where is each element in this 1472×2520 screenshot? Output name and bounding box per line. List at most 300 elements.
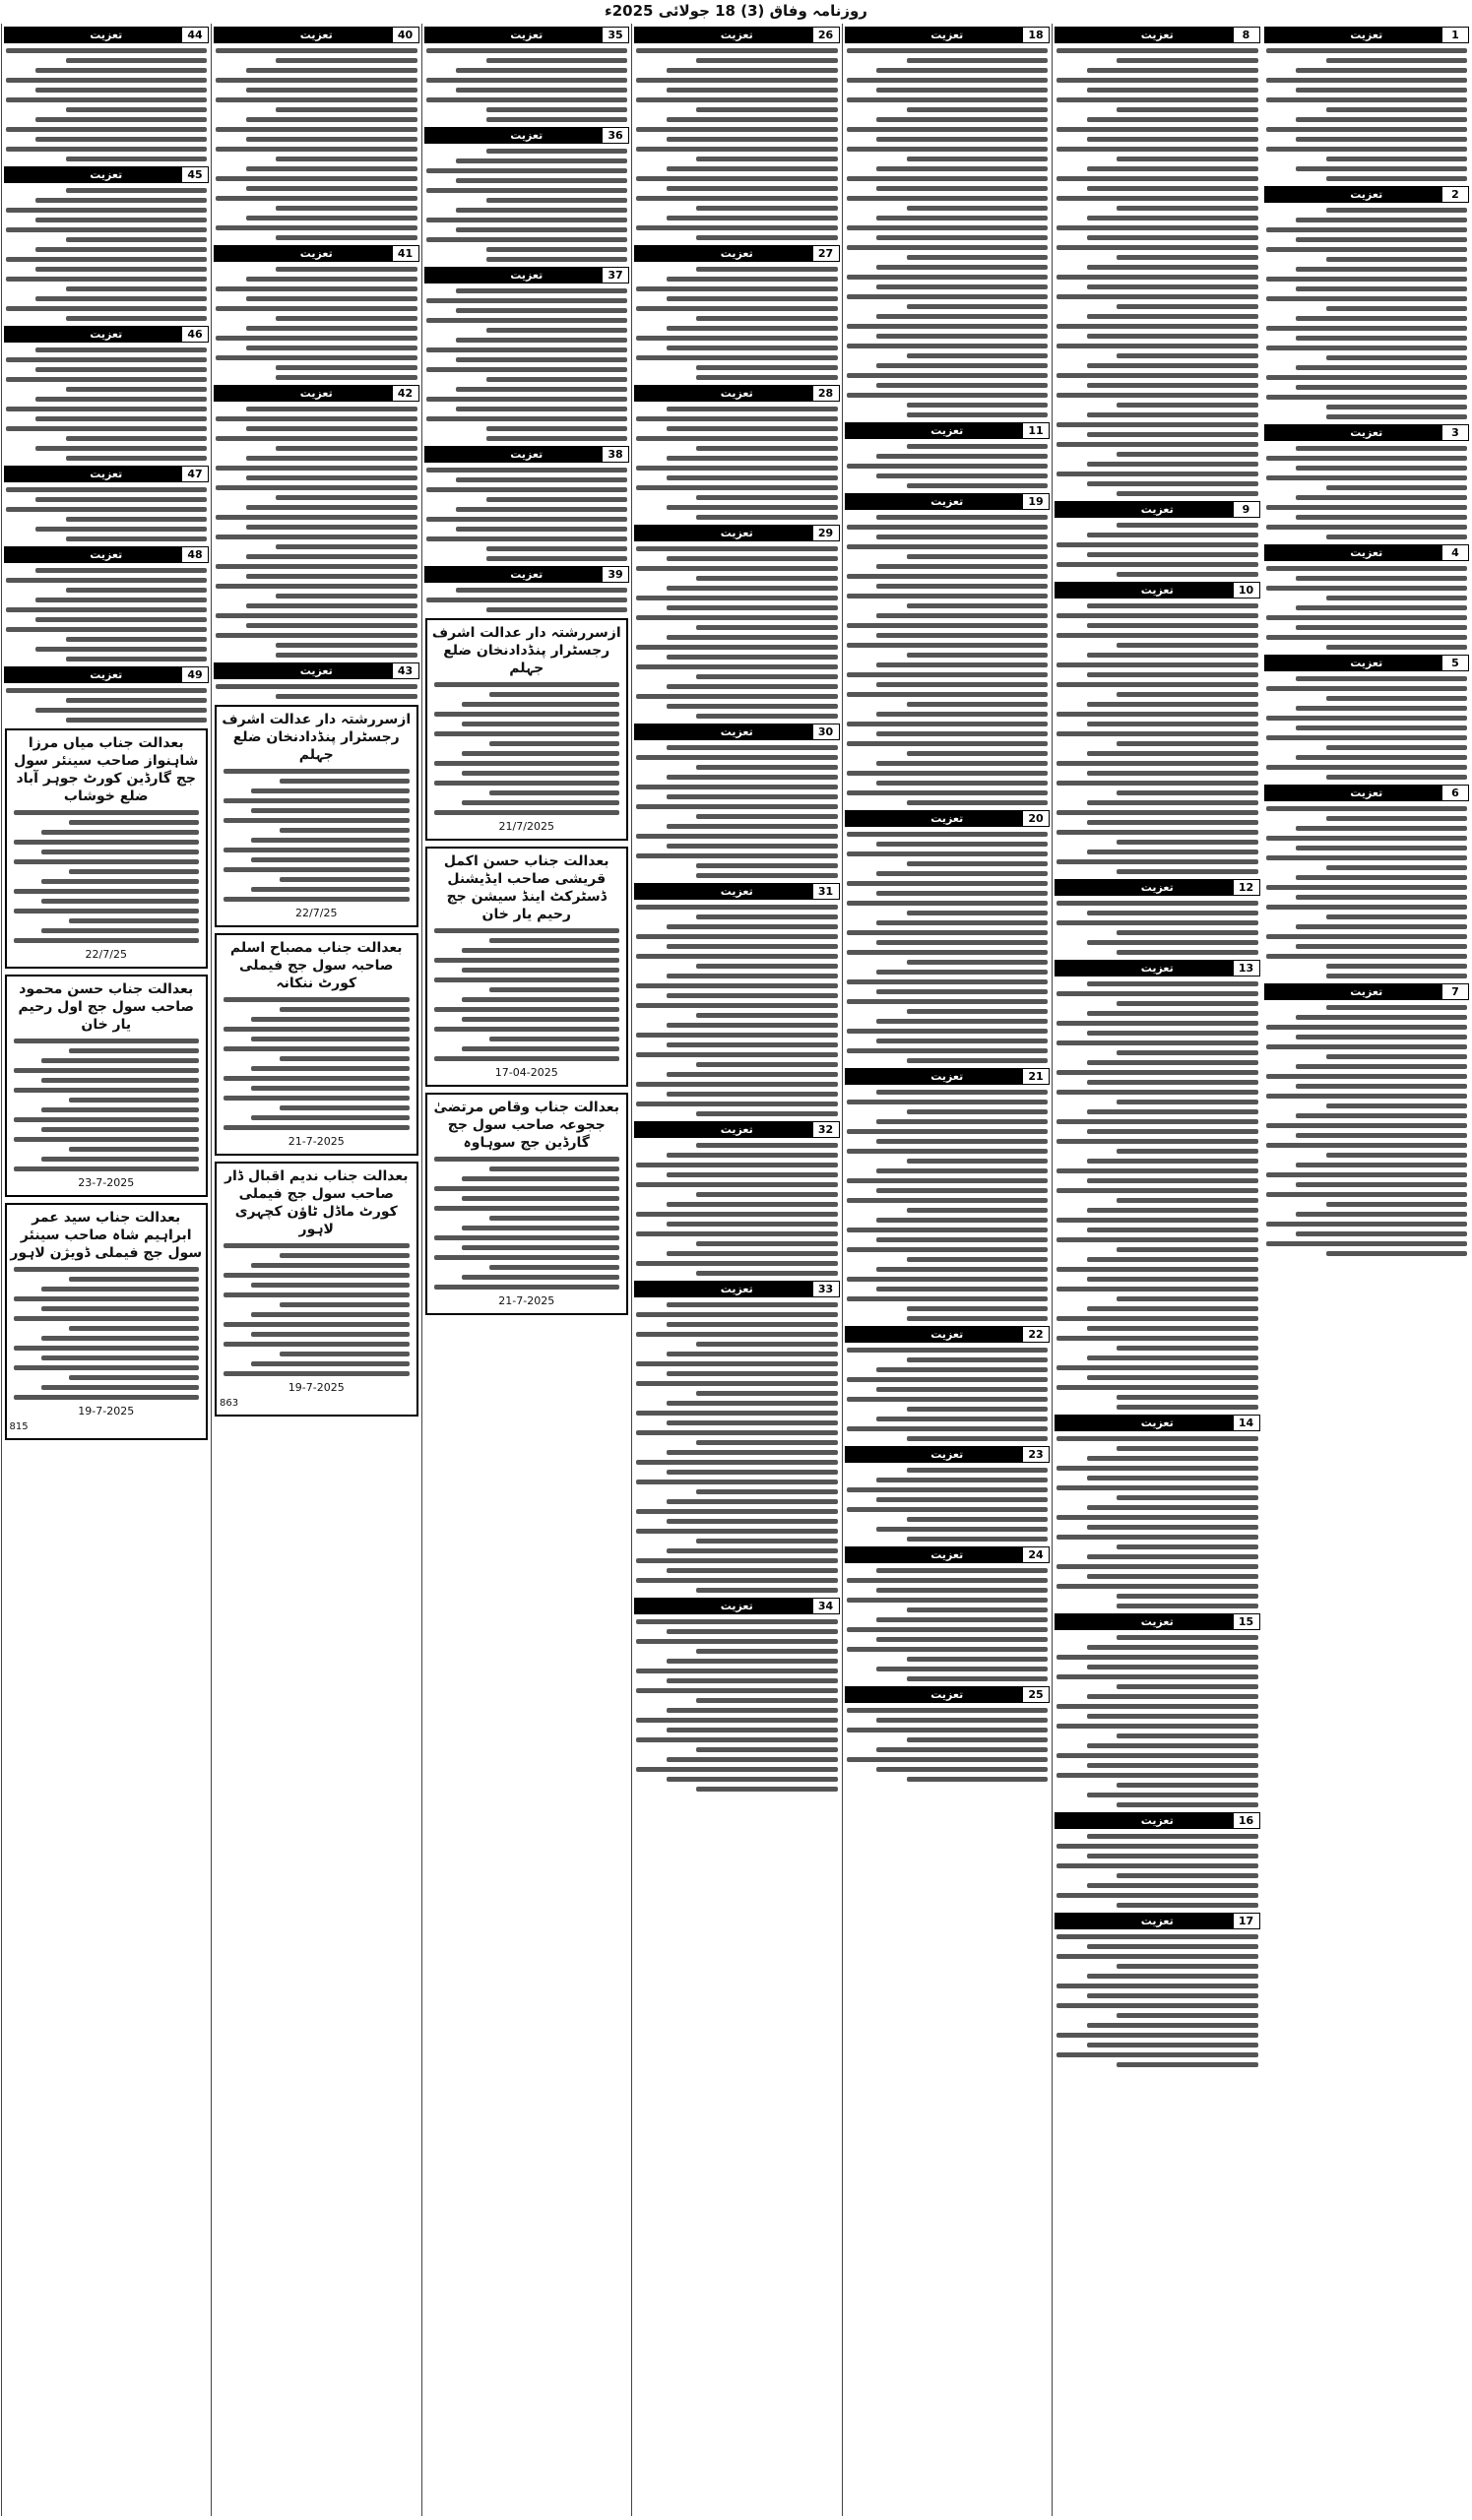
- notice-body: [847, 48, 1049, 417]
- text-line: [66, 456, 207, 461]
- text-line: [696, 446, 837, 451]
- text-line: [1056, 422, 1258, 427]
- text-line: [876, 1367, 1048, 1372]
- text-line: [1296, 826, 1467, 831]
- text-line: [14, 1316, 200, 1321]
- text-line: [1266, 395, 1468, 400]
- text-line: [1087, 1525, 1258, 1530]
- text-line: [216, 336, 417, 341]
- text-line: [1056, 1287, 1258, 1292]
- notice-header: [1055, 960, 1260, 976]
- text-line: [876, 515, 1048, 520]
- text-line: [907, 1468, 1048, 1473]
- notice-body: [426, 588, 628, 612]
- text-line: [224, 1292, 410, 1297]
- notice-header-label: تعزیت: [720, 885, 753, 898]
- text-line: [636, 954, 838, 959]
- text-line: [1056, 1753, 1258, 1758]
- notice-body: [426, 288, 628, 441]
- notice-body: [6, 48, 208, 161]
- text-line: [1296, 446, 1467, 451]
- text-line: [696, 1649, 837, 1654]
- text-line: [14, 1088, 200, 1093]
- text-line: [1056, 1724, 1258, 1729]
- text-line: [876, 535, 1048, 539]
- text-line: [696, 58, 837, 63]
- text-line: [1117, 1783, 1257, 1788]
- text-line: [276, 206, 416, 211]
- text-line: [1087, 1574, 1258, 1579]
- text-line: [1087, 850, 1258, 854]
- newspaper-column: [1, 24, 212, 2516]
- text-line: [1056, 1139, 1258, 1144]
- text-line: [489, 938, 619, 943]
- text-line: [1056, 97, 1258, 102]
- text-line: [1266, 127, 1468, 132]
- text-line: [1326, 405, 1467, 410]
- text-line: [1296, 495, 1467, 500]
- text-line: [667, 1401, 838, 1406]
- text-line: [907, 1517, 1048, 1522]
- text-line: [14, 1267, 200, 1272]
- notice-body: [847, 1348, 1049, 1441]
- text-line: [907, 403, 1048, 408]
- notice-header-label: تعزیت: [930, 495, 964, 508]
- text-line: [1087, 1714, 1258, 1719]
- notice-number: 1: [1441, 27, 1469, 43]
- text-line: [1087, 1277, 1258, 1282]
- text-line: [667, 1371, 838, 1376]
- text-line: [636, 147, 838, 152]
- text-line: [847, 1728, 1049, 1732]
- notice-number: 5: [1441, 655, 1469, 671]
- text-line: [696, 714, 837, 719]
- text-line: [41, 1336, 199, 1341]
- text-line: [280, 828, 410, 833]
- text-line: [847, 999, 1049, 1004]
- notice-header: [634, 245, 840, 262]
- text-line: [66, 237, 207, 242]
- text-line: [462, 800, 619, 805]
- notice-header: [634, 883, 840, 900]
- notice-header-label: تعزیت: [720, 725, 753, 738]
- text-line: [1266, 375, 1468, 380]
- text-line: [636, 286, 838, 291]
- text-line: [462, 948, 619, 953]
- text-line: [1326, 775, 1467, 780]
- court-notice: [5, 1203, 209, 1440]
- notice-number: 33: [812, 1281, 840, 1297]
- text-line: [426, 298, 628, 303]
- text-line: [1087, 363, 1258, 368]
- notice-header-label: تعزیت: [930, 1070, 964, 1083]
- text-line: [224, 1371, 410, 1376]
- text-line: [1056, 1040, 1258, 1045]
- text-line: [246, 117, 417, 122]
- text-line: [636, 1381, 838, 1386]
- notice-body: [216, 48, 417, 240]
- text-line: [876, 1119, 1048, 1124]
- text-line: [1117, 1405, 1257, 1410]
- text-line: [696, 1539, 837, 1544]
- text-line: [1087, 88, 1258, 93]
- text-line: [1296, 1015, 1467, 1020]
- text-line: [1056, 920, 1258, 925]
- text-line: [426, 416, 628, 421]
- text-line: [907, 911, 1048, 915]
- text-line: [216, 147, 417, 152]
- text-line: [847, 722, 1049, 726]
- text-line: [907, 1436, 1048, 1441]
- text-line: [14, 1117, 200, 1122]
- text-line: [1056, 1655, 1258, 1660]
- text-line: [1296, 1163, 1467, 1167]
- text-line: [251, 1115, 409, 1120]
- text-line: [636, 1619, 838, 1624]
- text-line: [1296, 1212, 1467, 1217]
- text-line: [667, 1708, 838, 1713]
- notice-body: [847, 1568, 1049, 1681]
- court-notice-title: بعدالت جناب مصباح اسلم صاحبہ سول جج فیملی کورٹ ننکانہ: [229, 940, 403, 991]
- notice-header: [214, 662, 419, 679]
- text-line: [246, 68, 417, 73]
- text-line: [1087, 1306, 1258, 1311]
- text-line: [667, 635, 838, 640]
- text-line: [434, 1186, 620, 1191]
- text-line: [876, 712, 1048, 717]
- text-line: [847, 1598, 1049, 1603]
- text-line: [876, 781, 1048, 786]
- text-line: [1087, 1993, 1258, 1998]
- text-line: [251, 1086, 409, 1091]
- text-line: [216, 416, 417, 421]
- text-line: [456, 68, 627, 73]
- court-notice-body: [434, 928, 620, 1061]
- text-line: [1087, 1554, 1258, 1559]
- text-line: [1266, 78, 1468, 83]
- text-line: [636, 1430, 838, 1435]
- notice-number: 26: [812, 27, 840, 43]
- text-line: [907, 702, 1048, 707]
- notice-number: 42: [392, 385, 419, 402]
- text-line: [1087, 117, 1258, 122]
- text-line: [276, 495, 416, 500]
- notice-body: [1266, 48, 1468, 181]
- text-line: [1296, 237, 1467, 242]
- text-line: [876, 284, 1048, 289]
- text-line: [667, 1251, 838, 1256]
- text-line: [246, 426, 417, 431]
- notice-number: 44: [181, 27, 209, 43]
- text-line: [876, 1188, 1048, 1193]
- text-line: [667, 1222, 838, 1227]
- text-line: [6, 127, 208, 132]
- notice-header: [634, 27, 840, 43]
- text-line: [667, 924, 838, 929]
- text-line: [251, 1361, 409, 1366]
- notice-header: [4, 466, 210, 482]
- text-line: [1326, 1202, 1467, 1207]
- text-line: [696, 316, 837, 321]
- notice-number: 18: [1022, 27, 1050, 43]
- text-line: [1056, 147, 1258, 152]
- text-line: [1056, 1564, 1258, 1569]
- text-line: [14, 909, 200, 914]
- text-line: [1056, 472, 1258, 476]
- text-line: [246, 623, 417, 628]
- text-line: [246, 554, 417, 559]
- text-line: [847, 790, 1049, 795]
- text-line: [1087, 1129, 1258, 1134]
- text-line: [426, 168, 628, 173]
- court-notice-body: [14, 1267, 200, 1400]
- text-line: [1056, 810, 1258, 815]
- text-line: [1087, 1456, 1258, 1461]
- text-line: [907, 255, 1048, 260]
- text-line: [216, 684, 417, 689]
- text-line: [1056, 542, 1258, 547]
- text-line: [486, 426, 627, 431]
- notice-number: 10: [1233, 582, 1260, 598]
- text-line: [462, 722, 619, 726]
- text-line: [1087, 383, 1258, 388]
- text-line: [66, 536, 207, 541]
- text-line: [1087, 166, 1258, 171]
- notice-body: [6, 347, 208, 461]
- text-line: [907, 1109, 1048, 1114]
- text-line: [847, 147, 1049, 152]
- text-line: [636, 97, 838, 102]
- text-line: [1117, 1544, 1257, 1549]
- text-line: [1326, 1103, 1467, 1108]
- notice-body: [636, 1619, 838, 1792]
- notice-header: [634, 385, 840, 402]
- notice-number: 34: [812, 1598, 840, 1614]
- text-line: [636, 566, 838, 571]
- text-line: [1087, 552, 1258, 557]
- notice-header: [214, 245, 419, 262]
- text-line: [1087, 1355, 1258, 1360]
- notice-body: [216, 684, 417, 699]
- text-line: [456, 477, 627, 482]
- notice-number: 28: [812, 385, 840, 402]
- notice-header-label: تعزیت: [930, 812, 964, 825]
- text-line: [462, 997, 619, 1002]
- text-line: [1296, 924, 1467, 929]
- text-line: [216, 535, 417, 539]
- text-line: [1087, 1080, 1258, 1085]
- text-line: [1296, 1231, 1467, 1236]
- text-line: [456, 387, 627, 392]
- text-line: [489, 1037, 619, 1041]
- text-line: [847, 1647, 1049, 1652]
- text-line: [1117, 157, 1257, 161]
- text-line: [696, 1192, 837, 1197]
- text-line: [847, 623, 1049, 628]
- notice-number: 46: [181, 326, 209, 343]
- text-line: [667, 844, 838, 849]
- text-line: [6, 97, 208, 102]
- text-line: [1117, 1635, 1257, 1640]
- court-notice-body: [224, 769, 410, 902]
- text-line: [667, 775, 838, 780]
- text-line: [636, 225, 838, 230]
- court-notice-date: 23-7-2025: [78, 1176, 135, 1189]
- text-line: [426, 397, 628, 402]
- text-line: [426, 318, 628, 323]
- text-line: [1296, 218, 1467, 222]
- notice-header-label: تعزیت: [90, 29, 123, 41]
- text-line: [1326, 414, 1467, 419]
- text-line: [216, 564, 417, 569]
- text-line: [216, 48, 417, 53]
- text-line: [1117, 1446, 1257, 1451]
- text-line: [14, 889, 200, 894]
- text-line: [456, 507, 627, 512]
- text-line: [636, 983, 838, 988]
- notice-body: [1056, 1934, 1258, 2067]
- text-line: [847, 196, 1049, 201]
- text-line: [1056, 196, 1258, 201]
- text-line: [14, 1346, 200, 1351]
- text-line: [636, 355, 838, 360]
- text-line: [426, 487, 628, 492]
- text-line: [35, 397, 207, 402]
- text-line: [667, 407, 838, 411]
- text-line: [667, 456, 838, 461]
- notice-body: [1266, 1005, 1468, 1256]
- newspaper-column: [211, 24, 421, 2516]
- text-line: [426, 97, 628, 102]
- text-line: [1266, 1143, 1468, 1148]
- text-line: [66, 316, 207, 321]
- text-line: [636, 1361, 838, 1366]
- text-line: [216, 466, 417, 471]
- text-line: [636, 664, 838, 669]
- text-line: [1266, 836, 1468, 841]
- text-line: [486, 328, 627, 333]
- text-line: [41, 1157, 199, 1162]
- text-line: [636, 1411, 838, 1416]
- notice-body: [636, 745, 838, 878]
- text-line: [876, 564, 1048, 569]
- text-line: [636, 1163, 838, 1167]
- notice-body: [847, 832, 1049, 1063]
- notice-number: 14: [1233, 1415, 1260, 1431]
- text-line: [1266, 1074, 1468, 1079]
- text-line: [1117, 255, 1257, 260]
- text-line: [847, 574, 1049, 579]
- text-line: [907, 1009, 1048, 1014]
- notice-header: [4, 546, 210, 563]
- text-line: [1056, 562, 1258, 567]
- text-line: [35, 416, 207, 421]
- text-line: [636, 78, 838, 83]
- text-line: [456, 208, 627, 213]
- text-line: [876, 761, 1048, 766]
- notice-header-label: تعزیت: [90, 548, 123, 561]
- text-line: [696, 964, 837, 969]
- text-line: [636, 785, 838, 789]
- text-line: [1117, 1604, 1257, 1608]
- text-line: [35, 296, 207, 301]
- text-line: [426, 598, 628, 602]
- text-line: [696, 1143, 837, 1148]
- notice-header: [214, 27, 419, 43]
- text-line: [667, 1548, 838, 1553]
- text-line: [1056, 1535, 1258, 1540]
- text-line: [696, 1588, 837, 1593]
- text-line: [1056, 1466, 1258, 1471]
- text-line: [426, 367, 628, 372]
- text-line: [667, 1153, 838, 1158]
- court-notice: [5, 975, 209, 1197]
- text-line: [66, 718, 207, 723]
- text-line: [1056, 344, 1258, 348]
- notice-number: 24: [1022, 1546, 1050, 1563]
- text-line: [66, 698, 207, 703]
- text-line: [434, 1285, 620, 1290]
- text-line: [6, 147, 208, 152]
- text-line: [847, 1198, 1049, 1203]
- text-line: [276, 643, 416, 648]
- notice-header: [634, 1121, 840, 1138]
- text-line: [1296, 1064, 1467, 1069]
- text-line: [251, 788, 409, 793]
- notice-body: [1266, 446, 1468, 539]
- text-line: [6, 507, 208, 512]
- text-line: [876, 68, 1048, 73]
- text-line: [636, 196, 838, 201]
- text-line: [426, 218, 628, 222]
- text-line: [1056, 442, 1258, 447]
- notice-number: 47: [181, 466, 209, 482]
- text-line: [1056, 2003, 1258, 2008]
- text-line: [1266, 1172, 1468, 1177]
- text-line: [426, 347, 628, 352]
- text-line: [1087, 1159, 1258, 1164]
- text-line: [35, 367, 207, 372]
- text-line: [847, 771, 1049, 776]
- notice-header-label: تعزیت: [299, 387, 333, 400]
- text-line: [667, 1678, 838, 1683]
- text-line: [1087, 722, 1258, 726]
- notice-header: [1264, 983, 1470, 1000]
- text-line: [1087, 137, 1258, 142]
- text-line: [434, 712, 620, 717]
- text-line: [1087, 1974, 1258, 1979]
- text-line: [251, 1017, 409, 1022]
- text-line: [1296, 286, 1467, 291]
- text-line: [1056, 1168, 1258, 1173]
- text-line: [636, 1033, 838, 1038]
- text-line: [847, 930, 1049, 935]
- notice-header-label: تعزیت: [720, 1123, 753, 1136]
- text-line: [1326, 974, 1467, 978]
- text-line: [696, 1241, 837, 1246]
- text-line: [1117, 869, 1257, 874]
- text-line: [1056, 1773, 1258, 1778]
- notice-body: [636, 1302, 838, 1593]
- text-line: [847, 245, 1049, 250]
- notice-header-label: تعزیت: [510, 269, 544, 282]
- text-line: [847, 851, 1049, 856]
- notice-header: [1055, 1613, 1260, 1630]
- text-line: [696, 1062, 837, 1067]
- text-line: [41, 830, 199, 835]
- text-line: [434, 682, 620, 687]
- text-line: [1117, 2062, 1257, 2067]
